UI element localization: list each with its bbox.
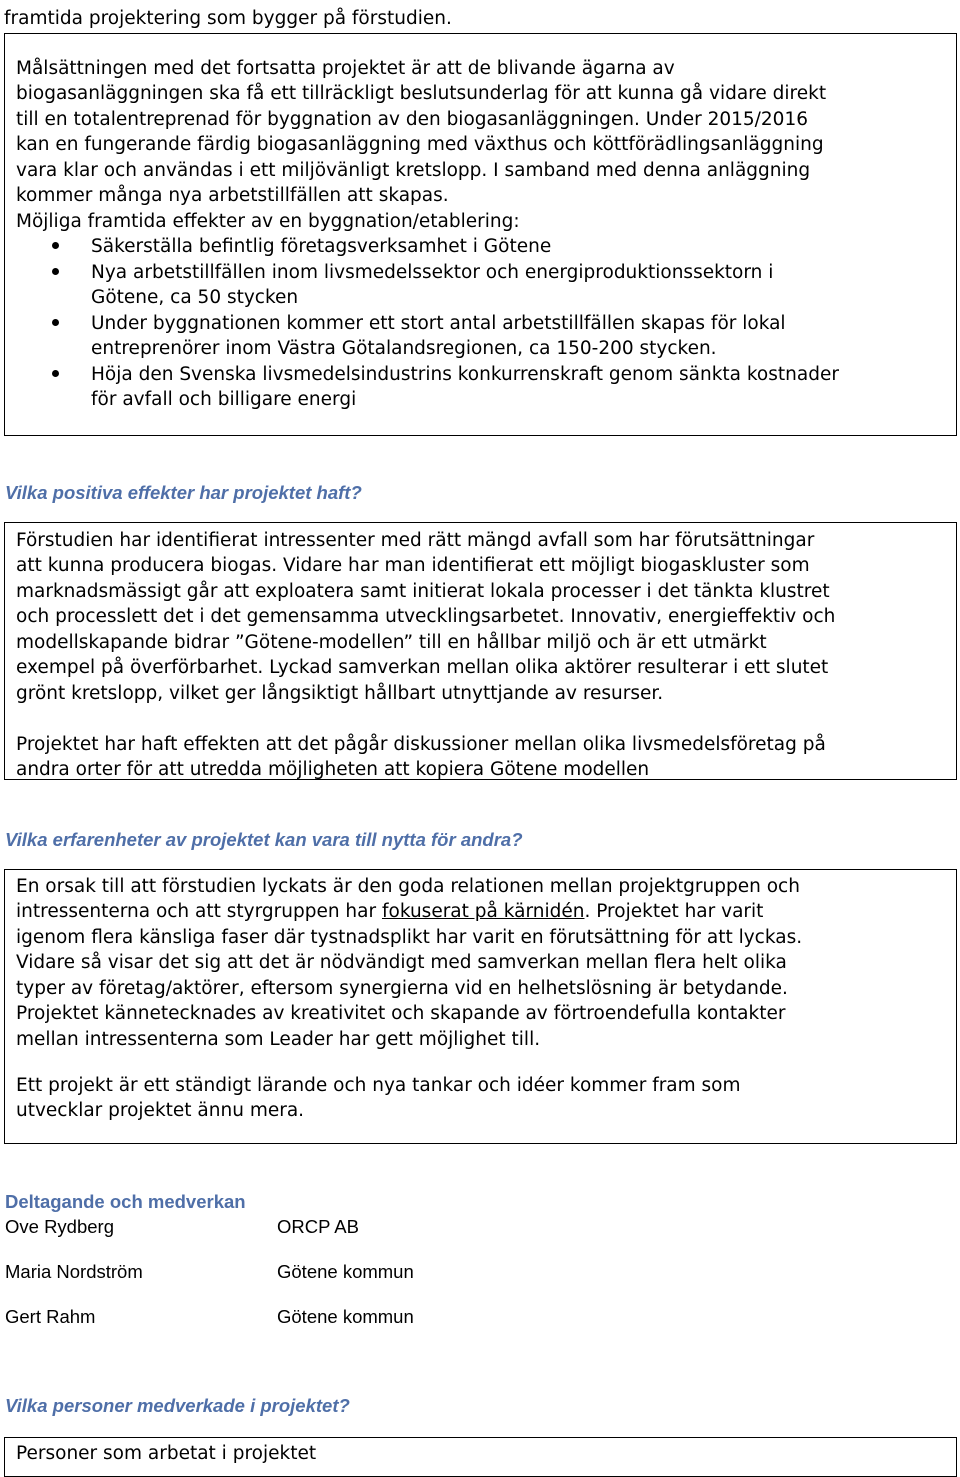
experiences-line-4: Vidare så visar det sig att det är nödvändigt med samverkan mellan flera helt olika	[16, 952, 787, 973]
experiences-line-3: igenom flera känsliga faser där tystnadsplikt har varit en förutsättning för att lyckas.	[16, 927, 803, 948]
bullet-1-line-1: Säkerställa befintlig företagsverksamhet i Götene	[91, 236, 552, 257]
positive-line-7: grönt kretslopp, vilket ger långsiktigt hållbart utnyttjande av resurser.	[16, 683, 664, 704]
intro-line: framtida projektering som bygger på förstudien.	[4, 8, 452, 29]
effects-intro: Möjliga framtida effekter av en byggnation/etablering:	[16, 211, 520, 232]
goals-line-6: kommer många nya arbetstillfällen att skapas.	[16, 185, 449, 206]
bullet-4-line-1: Höja den Svenska livsmedelsindustrins konkurrenskraft genom sänkta kostnader	[91, 364, 839, 385]
participant-name: Maria Nordström	[5, 1261, 143, 1282]
persons-box-text: Personer som arbetat i projektet	[16, 1443, 317, 1464]
positive-line-1: Förstudien har identifierat intressenter med rätt mängd avfall som har förutsättningar	[16, 530, 815, 551]
participant-name: Ove Rydberg	[5, 1216, 114, 1237]
experiences-line-2-start: intressenterna och att styrgruppen har	[16, 901, 382, 922]
participant-org: Götene kommun	[277, 1261, 414, 1282]
participant-name: Gert Rahm	[5, 1306, 96, 1327]
experiences-line-5: typer av företag/aktörer, eftersom synergierna vid en helhetslösning är betydande.	[16, 978, 788, 999]
positive-line-6: exempel på överförbarhet. Lyckad samverkan mellan olika aktörer resulterar i ett slutet	[16, 657, 829, 678]
positive-line-8: Projektet har haft effekten att det pågår diskussioner mellan olika livsmedelsföretag på	[16, 734, 826, 755]
experiences-line-1: En orsak till att förstudien lyckats är den goda relationen mellan projektgruppen och	[16, 876, 800, 897]
bullet-2-line-2: Götene, ca 50 stycken	[91, 287, 299, 308]
participant-org: Götene kommun	[277, 1306, 414, 1327]
experiences-heading: Vilka erfarenheter av projektet kan vara till nytta för andra?	[5, 829, 523, 850]
goals-line-5: vara klar och användas i ett miljövänligt kretslopp. I samband med denna anläggning	[16, 160, 811, 181]
goals-line-3: till en totalentreprenad för byggnation av den biogasanläggningen. Under 2015/2016	[16, 109, 808, 130]
positive-line-4: och processlett det i det gemensamma utvecklingsarbetet. Innovativ, energieffektiv och	[16, 606, 836, 627]
participants-heading: Deltagande och medverkan	[5, 1191, 246, 1212]
positive-effects-heading: Vilka positiva effekter har projektet haft?	[5, 482, 362, 503]
bullet-3-line-1: Under byggnationen kommer ett stort antal arbetstillfällen skapas för lokal	[91, 313, 786, 334]
positive-line-3: marknadsmässigt går att exploatera samt initierat lokala processer i det tänkta klustret	[16, 581, 830, 602]
positive-line-9: andra orter för att utredda möjligheten att kopiera Götene modellen	[16, 759, 650, 780]
positive-line-5: modellskapande bidrar ”Götene-modellen” till en hållbar miljö och är ett utmärkt	[16, 632, 767, 653]
bullet-icon	[52, 319, 59, 326]
underlined-text: fokuserat på kärnidén	[381, 901, 585, 922]
bullet-2-line-1: Nya arbetstillfällen inom livsmedelssektor och energiproduktionssektorn i	[91, 262, 774, 283]
experiences-line-9: utvecklar projektet ännu mera.	[16, 1100, 305, 1121]
participant-org: ORCP AB	[277, 1216, 359, 1237]
goals-line-4: kan en fungerande färdig biogasanläggning med växthus och köttförädlingsanläggning	[16, 134, 824, 155]
bullet-icon	[52, 370, 59, 377]
experiences-line-6: Projektet kännetecknades av kreativitet och skapande av förtroendefulla kontakter	[16, 1003, 786, 1024]
goals-line-1: Målsättningen med det fortsatta projektet är att de blivande ägarna av	[16, 58, 675, 79]
experiences-line-8: Ett projekt är ett ständigt lärande och nya tankar och idéer kommer fram som	[16, 1075, 741, 1096]
experiences-line-7: mellan intressenterna som Leader har gett möjlighet till.	[16, 1029, 541, 1050]
goals-line-2: biogasanläggningen ska få ett tillräckligt beslutsunderlag för att kunna gå vidare direkt	[16, 83, 827, 104]
bullet-icon	[52, 242, 59, 249]
experiences-line-2	[16, 899, 763, 925]
bullet-3-line-2: entreprenörer inom Västra Götalandsregionen, ca 150-200 stycken.	[91, 338, 717, 359]
positive-line-2: att kunna producera biogas. Vidare har man identifierat ett möjligt biogaskluster som	[16, 555, 810, 576]
bullet-icon	[52, 268, 59, 275]
persons-heading: Vilka personer medverkade i projektet?	[5, 1395, 350, 1416]
experiences-line-2-end: . Projektet har varit	[584, 901, 764, 922]
bullet-4-line-2: för avfall och billigare energi	[91, 389, 357, 410]
